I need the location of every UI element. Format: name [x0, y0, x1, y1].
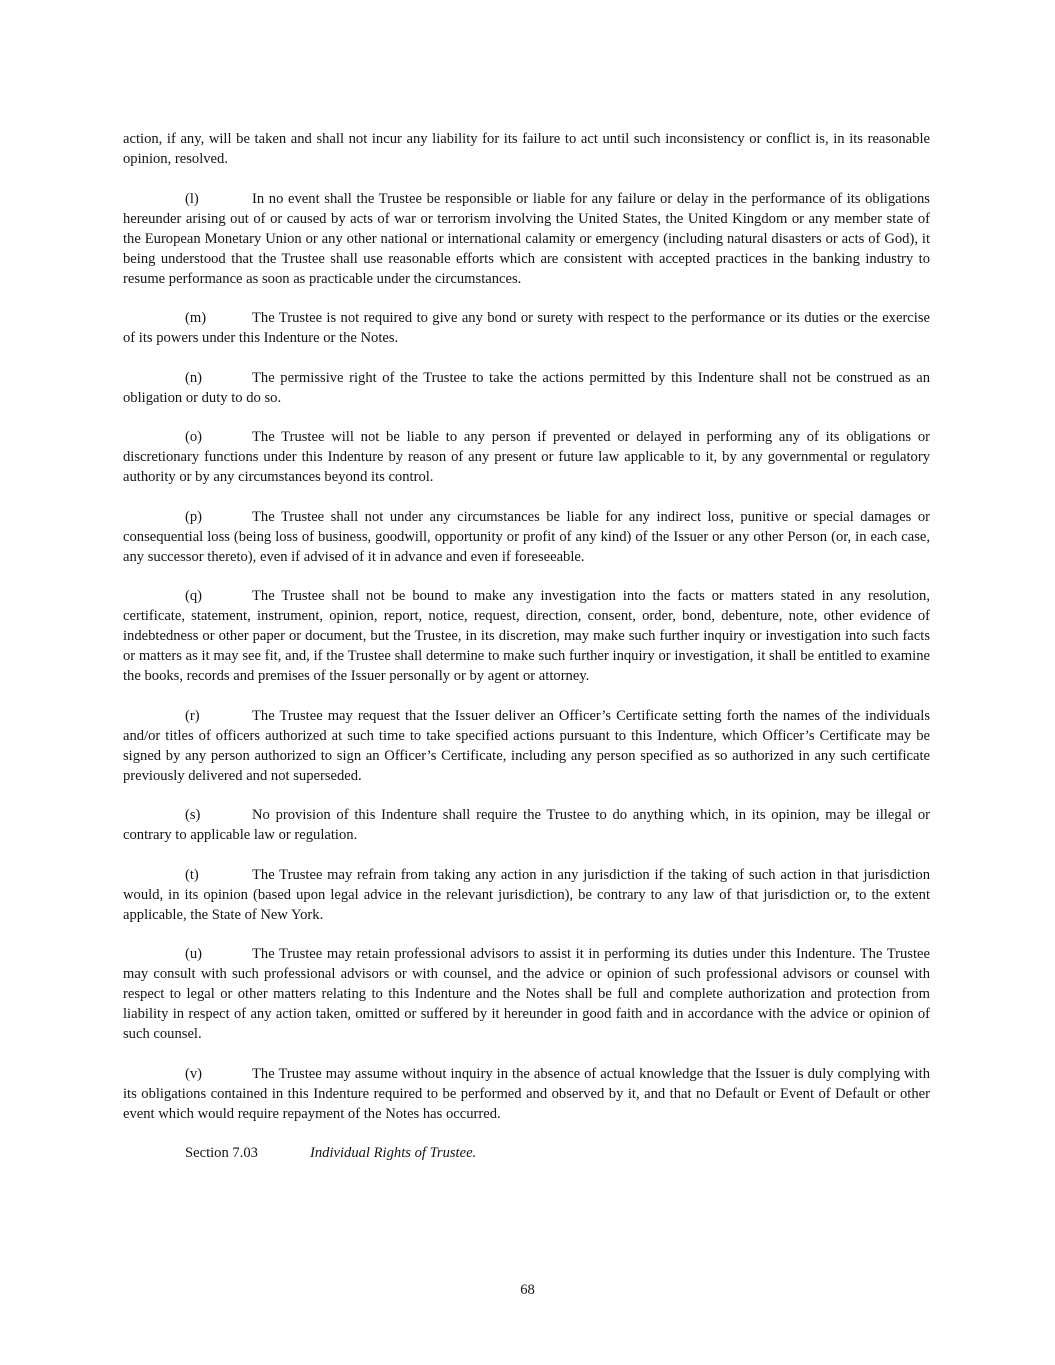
clause-label: (q) [185, 588, 203, 604]
clause-text: The Trustee may request that the Issuer deliver an Officer’s Certificate setting forth the names of the individuals and/or titles of officers authorized at such time to take specified actions pursuant to this Indenture, which Officer’s Certificate may be signed by any person authorized to sign an Officer’s Certificate, including any person specified as so authorized in any such certificate previously delivered and not superseded. [123, 707, 930, 784]
clause-label: (t) [185, 866, 199, 883]
clause-label: (v) [185, 1065, 203, 1082]
section-number: Section 7.03 [185, 1145, 258, 1161]
clause-text: The permissive right of the Trustee to take the actions permitted by this Indenture shall not be construed as an obligation or duty to do so. [123, 369, 930, 406]
clause-label: (s) [185, 807, 201, 823]
clause-u [123, 944, 930, 1044]
clause-o [123, 427, 930, 487]
clause-label: (m) [185, 310, 207, 326]
clause-text: The Trustee shall not be bound to make any investigation into the facts or matters stated in any resolution, certificate, statement, instrument, opinion, report, notice, request, direction, consent, order, bond, debenture, note, other evidence of indebtedness or other paper or document, but the Trustee, in its discretion, may make such further inquiry or investigation into such facts or matters as it may see fit, and, if the Trustee shall determine to make such further inquiry or investigation, it shall be entitled to examine the books, records and premises of the Issuer personally or by agent or attorney. [123, 588, 930, 684]
clause-label: (l) [185, 190, 199, 207]
clause-label: (p) [185, 508, 203, 525]
page-number: 68 [520, 1282, 535, 1298]
document-body [123, 129, 930, 1163]
clause-text: No provision of this Indenture shall require the Trustee to do anything which, in its opinion, may be illegal or contrary to applicable law or regulation. [123, 807, 930, 843]
section-heading [123, 1143, 930, 1163]
clause-s [123, 805, 930, 845]
clause-r [123, 706, 930, 786]
clause-label: (r) [185, 707, 200, 724]
section-title: Individual Rights of Trustee. [310, 1145, 477, 1161]
clause-n [123, 368, 930, 408]
clause-text: The Trustee is not required to give any bond or surety with respect to the performance or its duties or the exercise of its powers under this Indenture or the Notes. [123, 310, 930, 346]
clause-text: The Trustee may refrain from taking any action in any jurisdiction if the taking of such action in that jurisdiction would, in its opinion (based upon legal advice in the relevant jurisdiction), be contrary to any law of that jurisdiction or, to the extent applicable, the State of New York. [123, 866, 930, 923]
clause-label: (u) [185, 946, 203, 962]
clause-text: The Trustee may retain professional advisors to assist it in performing its duties under this Indenture. The Trustee may consult with such professional advisors or with counsel, and the advice or opinion of such professional advisors or counsel with respect to legal or other matters relating to this Indenture and the Notes shall be full and complete authorization and protection from liability in respect of any action taken, omitted or suffered by it hereunder in good faith and in accordance with the advice or opinion of such counsel. [123, 946, 930, 1042]
clause-v [123, 1064, 930, 1124]
clause-text: The Trustee shall not under any circumstances be liable for any indirect loss, punitive or special damages or consequential loss (being loss of business, goodwill, opportunity or profit of any kind) of the Issuer or any other Person (or, in each case, any successor thereto), even if advised of it in advance and even if foreseeable. [123, 508, 930, 565]
clause-label: (n) [185, 369, 203, 386]
clause-label: (o) [185, 429, 203, 445]
clause-text: The Trustee will not be liable to any person if prevented or delayed in performing any of its obligations or discretionary functions under this Indenture by reason of any present or future law applicable to it, by any governmental or regulatory authority or by any circumstances beyond its control. [123, 429, 930, 485]
clause-text: In no event shall the Trustee be responsible or liable for any failure or delay in the performance of its obligations hereunder arising out of or caused by acts of war or terrorism involving the United States, the United Kingdom or any member state of the European Monetary Union or any other national or international calamity or emergency (including natural disasters or acts of God), it being understood that the Trustee shall use reasonable efforts which are consistent with accepted practices in the banking industry to resume performance as soon as practicable under the circumstances. [123, 190, 930, 287]
clause-q [123, 586, 930, 686]
clause-p [123, 507, 930, 567]
clause-m [123, 308, 930, 348]
clause-t [123, 865, 930, 925]
clause-text: The Trustee may assume without inquiry in the absence of actual knowledge that the Issuer is duly complying with its obligations contained in this Indenture required to be performed and observed by it, and that no Default or Event of Default or other event which would require repayment of the Notes has occurred. [123, 1065, 930, 1122]
paragraph-continuation: action, if any, will be taken and shall not incur any liability for its failure to act until such inconsistency or conflict is, in its reasonable opinion, resolved. [123, 131, 930, 167]
clause-l [123, 189, 930, 289]
